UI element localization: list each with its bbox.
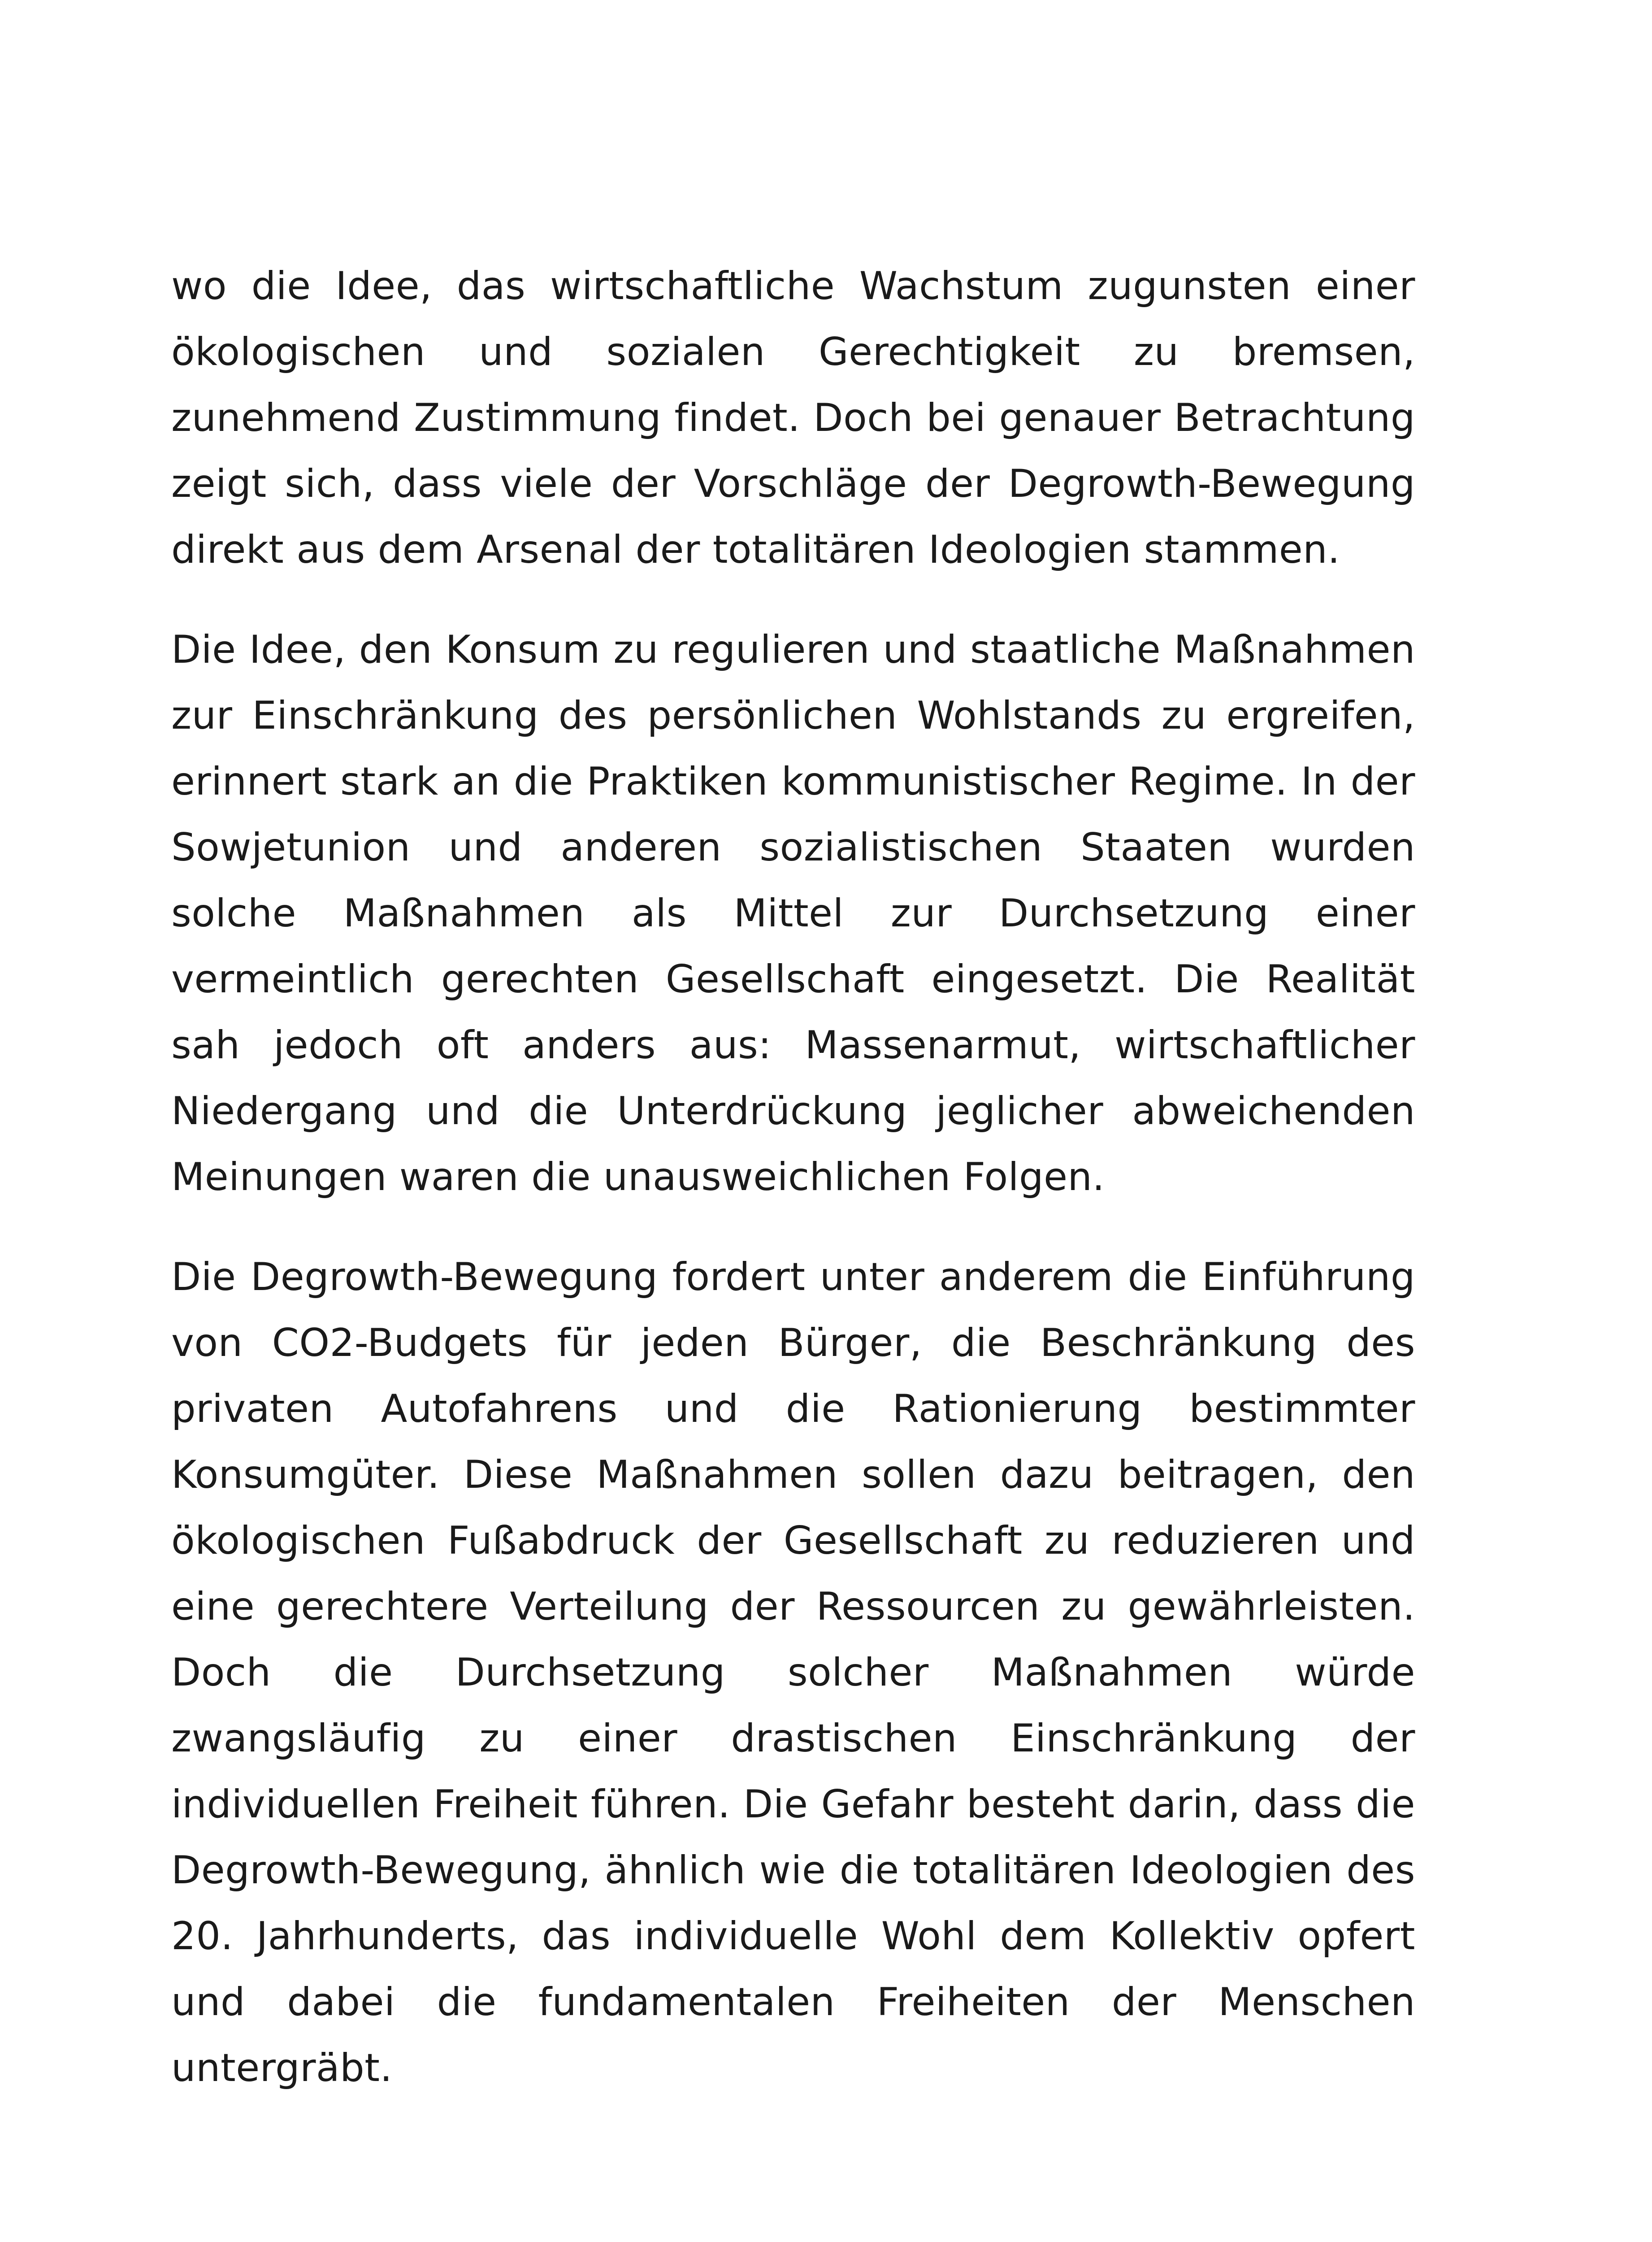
paragraph: wo die Idee, das wirtschaftliche Wachstum zugunsten einer ökologischen und sozialen Gerechtigkeit zu bremsen, zunehmend Zustimmung findet. Doch bei genauer Betrachtung zeigt sich, dass viele der Vorschläge der Degrowth-Bewegung direkt aus dem Arsenal der totalitären Ideologien stammen. [171,264,1415,572]
paragraph: Die Degrowth-Bewegung fordert unter anderem die Einführung von CO2-Budgets für jeden Bürger, die Beschränkung des privaten Autofahrens und die Rationierung bestimmter Konsumgüter. Diese Maßnahmen sollen dazu beitragen, den ökologischen Fußabdruck der Gesellschaft zu reduzieren und eine gerechtere Verteilung der Ressourcen zu gewährleisten. Doch die Durchsetzung solcher Maßnahmen würde zwangsläufig zu einer drastischen Einschränkung der individuellen Freiheit führen. Die Gefahr besteht darin, dass die Degrowth-Bewegung, ähnlich wie die totalitären Ideologien des 20. Jahrhunderts, das individuelle Wohl dem Kollektiv opfert und dabei die fundamentalen Freiheiten der Menschen untergräbt. [171,1255,1415,2090]
body-text [171,253,1415,2101]
paragraph: Die Idee, den Konsum zu regulieren und staatliche Maßnahmen zur Einschränkung des persönlichen Wohlstands zu ergreifen, erinnert stark an die Praktiken kommunistischer Regime. In der Sowjetunion und anderen sozialistischen Staaten wurden solche Maßnahmen als Mittel zur Durchsetzung einer vermeintlich gerechten Gesellschaft eingesetzt. Die Realität sah jedoch oft anders aus: Massenarmut, wirtschaftlicher Niedergang und die Unterdrückung jeglicher abweichenden Meinungen waren die unausweichlichen Folgen. [171,627,1415,1199]
